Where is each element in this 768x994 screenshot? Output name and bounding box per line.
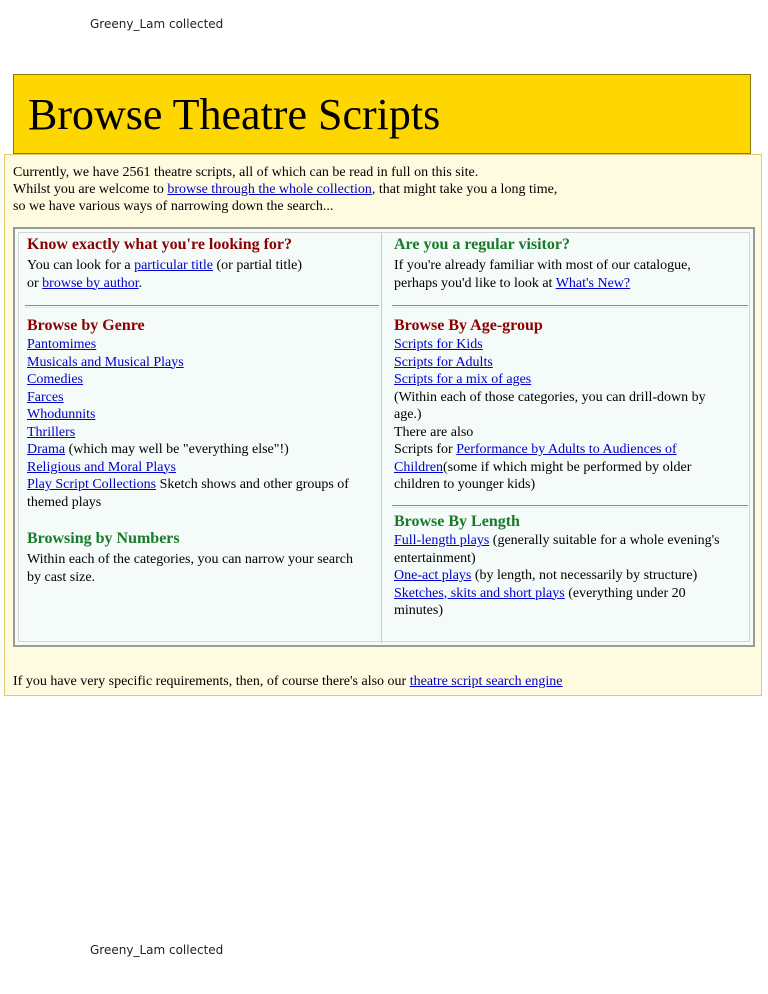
numbers-section: Browsing by Numbers Within each of the categories, you can narrow your search by cast size.: [27, 529, 379, 586]
genre-link-collections[interactable]: Play Script Collections: [27, 477, 157, 492]
intro-text: [13, 164, 753, 215]
visitor-heading: Are you a regular visitor?: [394, 236, 570, 253]
genre-link-musicals[interactable]: Musicals and Musical Plays: [27, 354, 184, 370]
numbers-heading: Browsing by Numbers: [27, 530, 180, 547]
full-length-plays-link[interactable]: Full-length plays: [394, 533, 490, 548]
browse-table: [13, 227, 755, 647]
adults-to-children-link[interactable]: Performance by Adults to Audiences of: [456, 442, 677, 457]
age-section: Browse By Age-group Scripts for Kids Scripts for Adults Scripts for a mix of ages (Within each of those categories, you can drill-down by age.) There are also Scripts for Performance by Adults to Audiences of Children(some if which might be performed by older children to younger kids): [394, 316, 744, 494]
genre-link-pantomimes[interactable]: Pantomimes: [27, 337, 97, 352]
header-note: Greeny_Lam collected: [90, 17, 224, 31]
intro-line-2: Whilst you are welcome to browse through the whole collection, that might take you a long time,: [13, 182, 558, 197]
genre-link-comedies[interactable]: Comedies: [27, 372, 83, 387]
one-act-plays-link[interactable]: One-act plays: [394, 568, 472, 583]
genre-section: Browse by Genre Pantomimes Musicals and Musical Plays Comedies Farces Whodunnits Thrillers Drama (which may well be "everything else"!) Religious and Moral Plays Play Script Collections Sketch shows and other groups of themed plays: [27, 316, 379, 511]
particular-title-link[interactable]: particular title: [134, 258, 213, 273]
scripts-for-adults-link[interactable]: Scripts for Adults: [394, 354, 493, 370]
know-heading: Know exactly what you're looking for?: [27, 236, 293, 253]
title-banner: [13, 74, 751, 154]
content-box: [4, 154, 762, 696]
length-heading: Browse By Length: [394, 513, 520, 530]
intro-line-3: so we have various ways of narrowing down the search...: [13, 199, 334, 214]
search-engine-link[interactable]: theatre script search engine: [409, 674, 563, 689]
visitor-section: Are you a regular visitor? If you're already familiar with most of our catalogue, perhaps you'd like to look at What's New?: [394, 235, 744, 292]
whats-new-link[interactable]: What's New?: [555, 275, 631, 291]
genre-link-drama[interactable]: Drama: [27, 442, 66, 457]
browse-whole-collection-link[interactable]: browse through the whole collection: [167, 182, 372, 197]
genre-link-religious[interactable]: Religious and Moral Plays: [27, 459, 176, 475]
search-engine-line: If you have very specific requirements, then, of course there's also our theatre script search engine: [13, 674, 563, 689]
intro-line-1: Currently, we have 2561 theatre scripts, all of which can be read in full on this site.: [13, 165, 479, 180]
genre-link-thrillers[interactable]: Thrillers: [27, 424, 76, 440]
scripts-mix-ages-link[interactable]: Scripts for a mix of ages: [394, 372, 532, 387]
adults-to-children-link-2[interactable]: Children: [394, 459, 443, 475]
genre-link-whodunnits[interactable]: Whodunnits: [27, 407, 96, 422]
age-heading: Browse By Age-group: [394, 317, 543, 334]
scripts-for-kids-link[interactable]: Scripts for Kids: [394, 337, 483, 352]
genre-link-farces[interactable]: Farces: [27, 389, 64, 405]
page-title: Browse Theatre Scripts: [28, 90, 441, 139]
sketches-link[interactable]: Sketches, skits and short plays: [394, 585, 565, 601]
length-section: Browse By Length Full-length plays (generally suitable for a whole evening's entertainment) One-act plays (by length, not necessarily by structure) Sketches, skits and short plays (everything under 20 minutes): [394, 512, 744, 620]
genre-heading: Browse by Genre: [27, 317, 145, 334]
browse-by-author-link[interactable]: browse by author: [42, 275, 139, 291]
footer-note: Greeny_Lam collected: [90, 943, 224, 957]
know-section: Know exactly what you're looking for? You can look for a particular title (or partial title) or browse by author.: [27, 235, 379, 292]
